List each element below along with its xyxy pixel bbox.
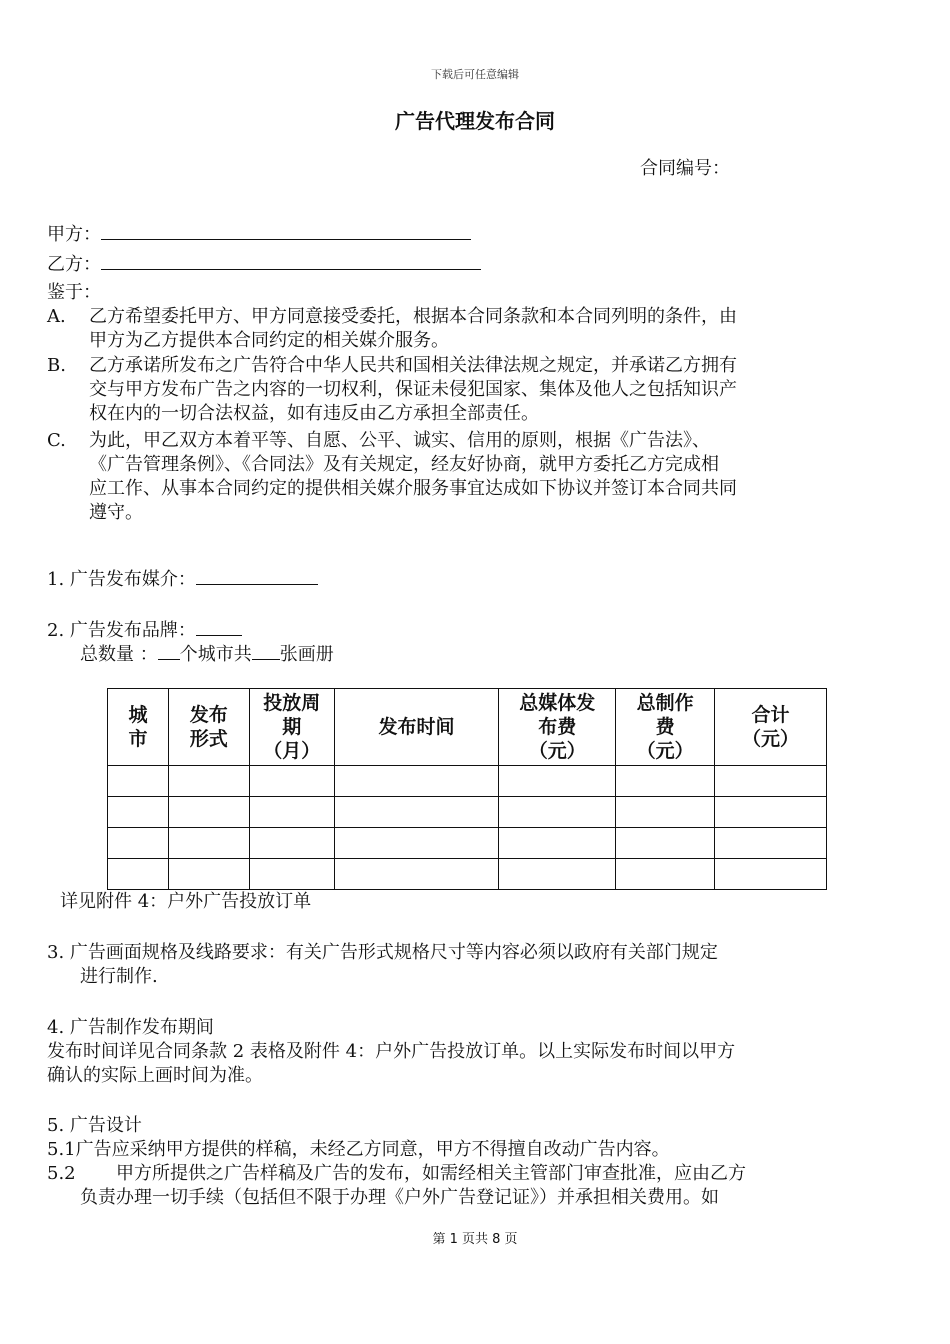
clause-3-line-1: 3. 广告画面规格及线路要求：有关广告形式规格尺寸等内容必须以政府有关部门规定	[47, 942, 718, 963]
table-cell[interactable]	[334, 766, 499, 797]
quantity-mid: 个城市共	[179, 644, 252, 665]
header-total: 合计 （元）	[715, 689, 827, 766]
table-cell[interactable]	[249, 797, 334, 828]
table-header-row	[108, 689, 827, 766]
table-cell[interactable]	[616, 766, 715, 797]
header-city: 城 市	[108, 689, 169, 766]
recital-line: 应工作、从事本合同约定的提供相关媒介服务事宜达成如下协议并签订本合同共同	[89, 478, 737, 499]
table-row	[108, 797, 827, 828]
table-cell[interactable]	[168, 859, 249, 890]
table-cell[interactable]	[108, 828, 169, 859]
table-row	[108, 859, 827, 890]
table-cell[interactable]	[715, 797, 827, 828]
table-cell[interactable]	[168, 797, 249, 828]
clause-5-title: 5. 广告设计	[47, 1115, 142, 1136]
party-a-label: 甲方：	[47, 224, 101, 245]
table-note: 详见附件 4：户外广告投放订单	[60, 891, 312, 912]
table-cell[interactable]	[616, 828, 715, 859]
table-cell[interactable]	[715, 859, 827, 890]
clause-5-2-label: 5.2	[47, 1163, 76, 1184]
recital-label: A.	[47, 306, 66, 327]
party-a-line	[47, 221, 471, 247]
clause-3-line-2: 进行制作.	[80, 966, 158, 987]
table-cell[interactable]	[249, 859, 334, 890]
recital-label: B.	[47, 355, 66, 376]
table-cell[interactable]	[249, 766, 334, 797]
table-cell[interactable]	[108, 859, 169, 890]
page-footer: 第 1 页共 8 页	[432, 1232, 518, 1247]
album-count-blank	[252, 641, 280, 660]
brand-blank	[196, 617, 242, 636]
header-production-fee: 总制作 费 （元）	[616, 689, 715, 766]
clause-2-label: 2. 广告发布品牌：	[47, 620, 196, 641]
party-b-label: 乙方：	[47, 254, 101, 275]
clause-5-1: 5.1广告应采纳甲方提供的样稿，未经乙方同意，甲方不得擅自改动广告内容。	[47, 1139, 670, 1160]
header-publish-time: 发布时间	[334, 689, 499, 766]
ad-schedule-table	[107, 688, 827, 890]
table-cell[interactable]	[616, 859, 715, 890]
clause-5-2-line-1: 甲方所提供之广告样稿及广告的发布，如需经相关主管部门审查批准，应由乙方	[116, 1163, 746, 1184]
header-media-fee: 总媒体发 布费 （元）	[499, 689, 616, 766]
table-cell[interactable]	[499, 766, 616, 797]
table-cell[interactable]	[108, 766, 169, 797]
quantity-line	[80, 641, 334, 667]
header-period: 投放周 期 （月）	[249, 689, 334, 766]
table-cell[interactable]	[499, 859, 616, 890]
clause-5-2-line-2: 负责办理一切手续（包括但不限于办理《户外广告登记证》）并承担相关费用。如	[80, 1187, 719, 1208]
city-count-blank	[158, 641, 180, 660]
table-cell[interactable]	[499, 797, 616, 828]
table-cell[interactable]	[108, 797, 169, 828]
recital-line: 为此，甲乙双方本着平等、自愿、公平、诚实、信用的原则，根据《广告法》、	[89, 430, 710, 451]
recital-line: 遵守。	[89, 502, 143, 523]
table-cell[interactable]	[499, 828, 616, 859]
clause-1-label: 1. 广告发布媒介：	[47, 569, 196, 590]
clause-4-line-2: 确认的实际上画时间为准。	[47, 1065, 263, 1086]
table-cell[interactable]	[715, 766, 827, 797]
recital-line: 交与甲方发布广告之内容的一切权利，保证未侵犯国家、集体及他人之包括知识产	[89, 379, 737, 400]
table-cell[interactable]	[334, 859, 499, 890]
party-a-blank	[101, 221, 471, 240]
clause-4-line-1: 发布时间详见合同条款 2 表格及附件 4：户外广告投放订单。以上实际发布时间以甲方	[47, 1041, 736, 1062]
table-row	[108, 828, 827, 859]
party-b-blank	[101, 251, 481, 270]
clause-1	[47, 566, 318, 592]
table-row	[108, 766, 827, 797]
quantity-suffix: 张画册	[279, 644, 334, 665]
header-note: 下载后可任意编辑	[431, 68, 519, 81]
recital-label: C.	[47, 430, 66, 451]
table-cell[interactable]	[715, 828, 827, 859]
header-format: 发布 形式	[168, 689, 249, 766]
table-cell[interactable]	[249, 828, 334, 859]
recital-line: 乙方希望委托甲方、甲方同意接受委托，根据本合同条款和本合同列明的条件，由	[89, 306, 737, 327]
table-cell[interactable]	[168, 766, 249, 797]
table-cell[interactable]	[334, 797, 499, 828]
recital-line: 《广告管理条例》、《合同法》及有关规定，经友好协商，就甲方委托乙方完成相	[89, 454, 719, 475]
quantity-prefix: 总数量 ：	[80, 644, 158, 665]
contract-number-label: 合同编号：	[640, 158, 730, 179]
clause-4-title: 4. 广告制作发布期间	[47, 1017, 214, 1038]
media-blank	[196, 566, 318, 585]
recital-line: 甲方为乙方提供本合同约定的相关媒介服务。	[89, 330, 449, 351]
table-cell[interactable]	[616, 797, 715, 828]
clause-2	[47, 617, 242, 643]
document-title: 广告代理发布合同	[395, 109, 555, 133]
recital-line: 权在内的一切合法权益，如有违反由乙方承担全部责任。	[89, 403, 539, 424]
party-b-line	[47, 251, 481, 277]
table-cell[interactable]	[168, 828, 249, 859]
recital-line: 乙方承诺所发布之广告符合中华人民共和国相关法律法规之规定，并承诺乙方拥有	[89, 355, 737, 376]
table-cell[interactable]	[334, 828, 499, 859]
whereas-label: 鉴于：	[47, 282, 101, 303]
